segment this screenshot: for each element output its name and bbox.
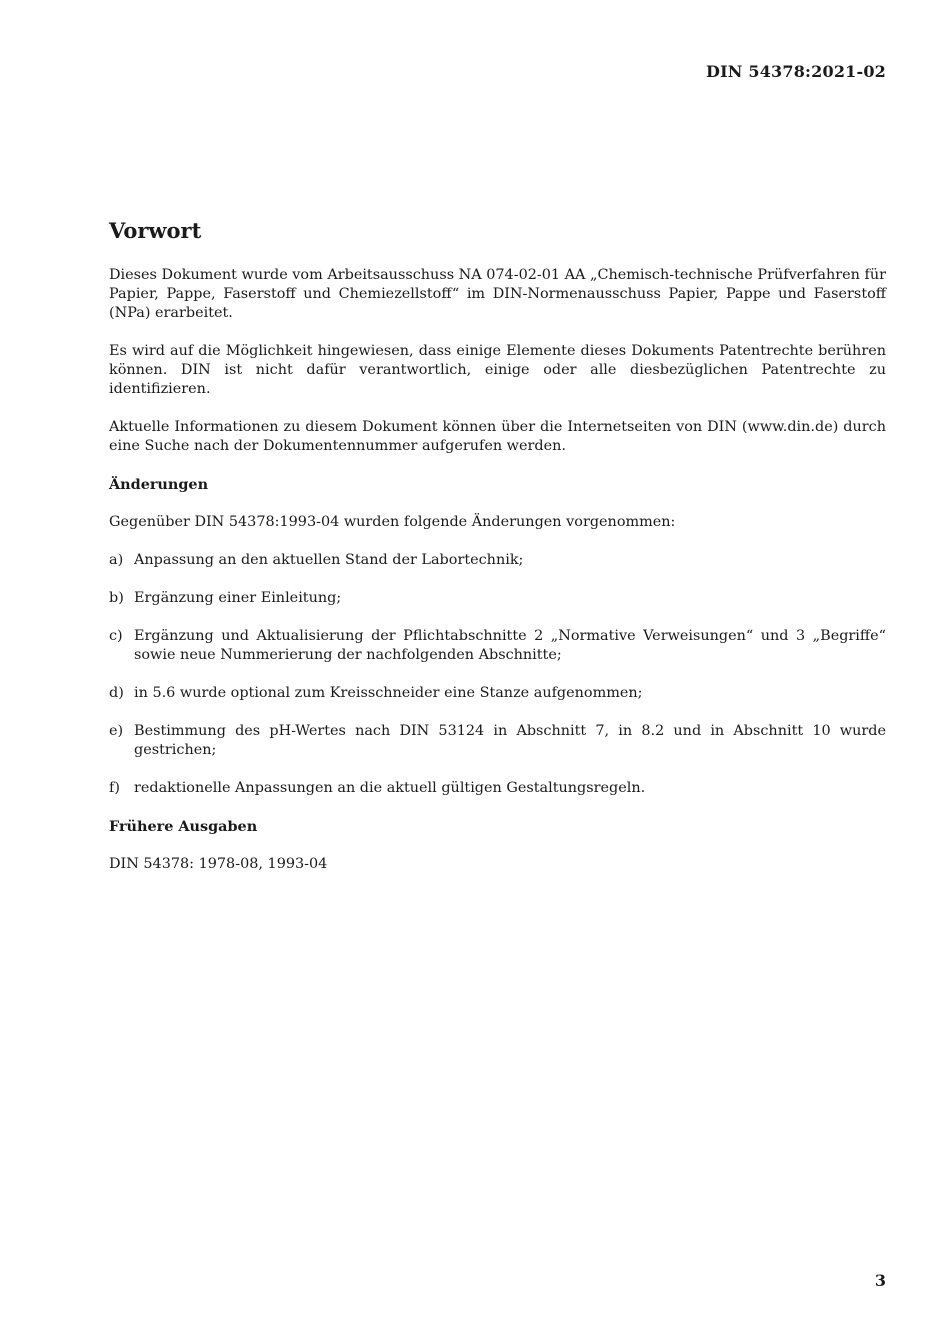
section-title-vorwort: Vorwort (109, 218, 202, 243)
list-item (109, 589, 886, 608)
changes-heading: Änderungen (109, 476, 209, 493)
list-item-text: Anpassung an den aktuellen Stand der Labortechnik; (134, 552, 524, 568)
list-item (109, 722, 886, 760)
foreword-paragraph-2: Es wird auf die Möglichkeit hingewiesen, dass einige Elemente dieses Dokuments Patentrechte berühren können. DIN ist nicht dafür verantwortlich, einige oder alle diesbezüglichen Patentrechte zu identifizieren. (109, 343, 886, 397)
foreword-paragraph-1: Dieses Dokument wurde vom Arbeitsausschuss NA 074-02-01 AA „Chemisch-technische Prüfverfahren für Papier, Pappe, Faserstoff und Chemiezellstoff“ im DIN-Normenausschuss Papier, Pappe und Faserstoff (NPa) erarbeitet. (109, 267, 886, 321)
earlier-editions-text: DIN 54378: 1978-08, 1993-04 (109, 856, 328, 872)
list-item (109, 627, 886, 665)
changes-list (109, 551, 886, 798)
foreword-paragraph-3: Aktuelle Informationen zu diesem Dokument können über die Internetseiten von DIN (www.din.de) durch eine Suche nach der Dokumentennummer aufgerufen werden. (109, 419, 886, 454)
list-item-text: redaktionelle Anpassungen an die aktuell gültigen Gestaltungsregeln. (134, 780, 646, 796)
list-item-text: in 5.6 wurde optional zum Kreisschneider eine Stanze aufgenommen; (134, 685, 643, 701)
list-marker: a) (109, 552, 124, 568)
list-marker: d) (109, 685, 124, 701)
list-item-text: Bestimmung des pH-Wertes nach DIN 53124 in Abschnitt 7, in 8.2 und in Abschnitt 10 wurde gestrichen; (134, 723, 886, 758)
list-item (109, 551, 886, 570)
earlier-editions-heading: Frühere Ausgaben (109, 818, 258, 835)
page-number: 3 (874, 1271, 886, 1290)
list-marker: b) (109, 590, 124, 606)
page-content (109, 218, 886, 893)
list-marker: e) (109, 723, 124, 739)
changes-intro: Gegenüber DIN 54378:1993-04 wurden folgende Änderungen vorgenommen: (109, 514, 676, 530)
list-marker: c) (109, 628, 123, 644)
list-item-text: Ergänzung und Aktualisierung der Pflichtabschnitte 2 „Normative Verweisungen“ und 3 „Begriffe“ sowie neue Nummerierung der nachfolgenden Abschnitte; (134, 628, 886, 663)
list-item (109, 684, 886, 703)
document-id-header: DIN 54378:2021-02 (706, 62, 886, 81)
list-item (109, 779, 886, 798)
list-marker: f) (109, 780, 120, 796)
list-item-text: Ergänzung einer Einleitung; (134, 590, 342, 606)
